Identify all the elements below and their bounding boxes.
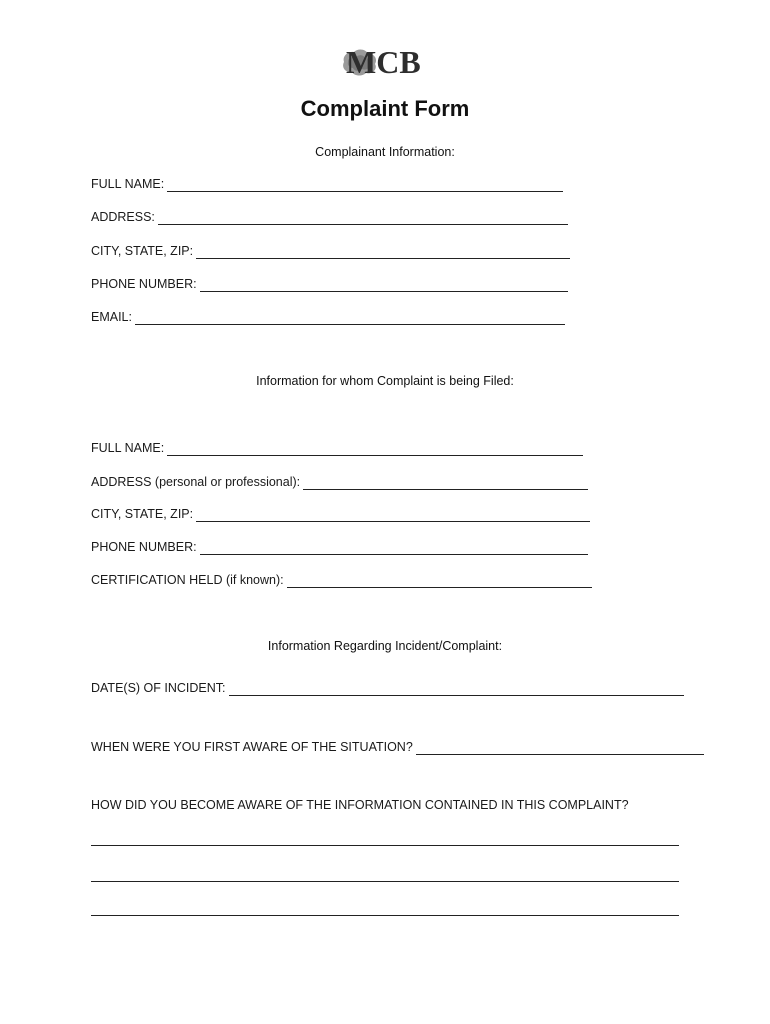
fill-line[interactable] (196, 509, 590, 522)
field-label: ADDRESS: (91, 210, 155, 224)
fill-line[interactable] (135, 312, 565, 325)
fill-line[interactable] (167, 443, 583, 456)
field-label: EMAIL: (91, 310, 132, 324)
fill-line[interactable] (416, 742, 704, 755)
section-heading-respondent: Information for whom Complaint is being Filed: (256, 374, 514, 388)
incident-how-aware-field (91, 797, 632, 813)
fill-line[interactable] (200, 542, 588, 555)
complainant-full-name-field[interactable] (91, 176, 563, 192)
page-title: Complaint Form (300, 96, 470, 121)
incident-first-aware-field[interactable] (91, 739, 704, 755)
fill-line[interactable] (303, 477, 588, 490)
field-label: WHEN WERE YOU FIRST AWARE OF THE SITUATION? (91, 740, 413, 754)
fill-line[interactable] (167, 179, 563, 192)
complainant-address-field[interactable] (91, 209, 568, 225)
complainant-email-field[interactable] (91, 309, 565, 325)
field-label: ADDRESS (personal or professional): (91, 475, 301, 489)
mcb-logo (338, 44, 432, 80)
respondent-address-field[interactable] (91, 474, 588, 490)
field-label: FULL NAME: (91, 177, 165, 191)
answer-line-1[interactable] (91, 845, 679, 846)
section-heading-incident: Information Regarding Incident/Complaint: (267, 639, 503, 653)
incident-dates-field[interactable] (91, 680, 684, 696)
fill-line[interactable] (158, 212, 568, 225)
field-label: DATE(S) OF INCIDENT: (91, 681, 226, 695)
complainant-phone-field[interactable] (91, 276, 568, 292)
answer-line-3[interactable] (91, 915, 679, 916)
field-label: PHONE NUMBER: (91, 277, 197, 291)
respondent-full-name-field[interactable] (91, 440, 583, 456)
fill-line[interactable] (287, 575, 592, 588)
fill-line[interactable] (200, 279, 568, 292)
respondent-city-state-zip-field[interactable] (91, 506, 590, 522)
field-label: HOW DID YOU BECOME AWARE OF THE INFORMATION CONTAINED IN THIS COMPLAINT? (91, 798, 629, 812)
respondent-certification-field[interactable] (91, 572, 592, 588)
field-label: FULL NAME: (91, 441, 165, 455)
field-label: CERTIFICATION HELD (if known): (91, 573, 284, 587)
logo-text: MCB (346, 44, 421, 80)
fill-line[interactable] (196, 246, 570, 259)
fill-line[interactable] (229, 683, 684, 696)
respondent-phone-field[interactable] (91, 539, 588, 555)
field-label: CITY, STATE, ZIP: (91, 507, 194, 521)
field-label: PHONE NUMBER: (91, 540, 197, 554)
field-label: CITY, STATE, ZIP: (91, 244, 194, 258)
section-heading-complainant: Complainant Information: (315, 145, 455, 159)
complainant-city-state-zip-field[interactable] (91, 243, 570, 259)
answer-line-2[interactable] (91, 881, 679, 882)
